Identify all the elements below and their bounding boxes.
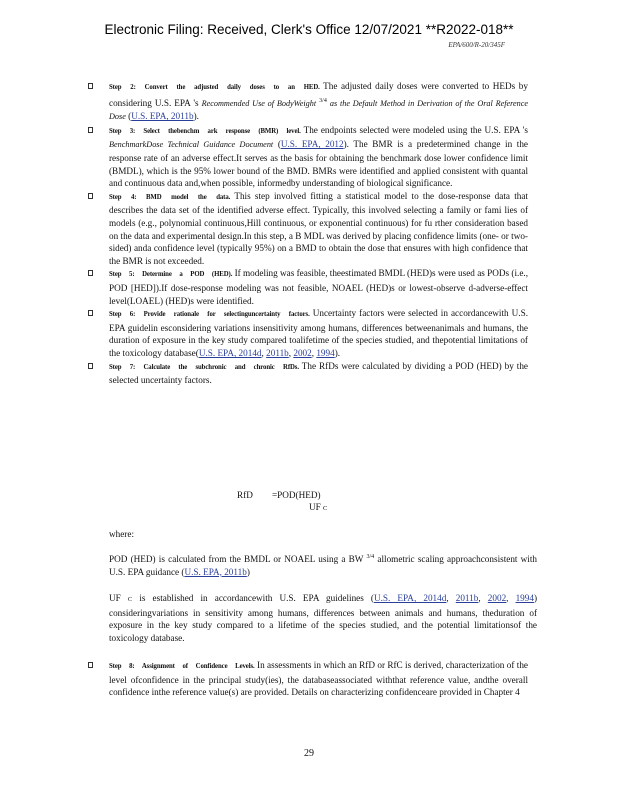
superscript: 3/4 [366, 554, 375, 560]
step-text: ). The BMR is a predetermined change in the response rate of an adverse effect.It serves as the basis for obtaining the benchmark dose lower confidence limit (BMDL), which is the 95% lower bound of the BMD. BMRs were identified and applied consistent with quantal and continuous data and,when possible, informedby understanding of biological significance. [109, 139, 528, 189]
formula-lhs: RfD [237, 490, 253, 500]
step-3 [88, 124, 528, 190]
citation-link[interactable]: 1994 [515, 593, 534, 603]
bullet-icon [88, 662, 93, 668]
step-text: The adjusted daily doses were converted to HEDs by considering U.S. EPA 's [109, 81, 528, 108]
para-text: POD (HED) is calculated from the BMDL or NOAEL using a BW [109, 554, 364, 565]
bullet-icon [88, 83, 93, 89]
pod-paragraph [109, 551, 537, 578]
step-text: ). [193, 111, 199, 122]
step-title: Step 4: BMD model the data. [109, 193, 231, 201]
citation-link[interactable]: U.S. EPA, 2011b [184, 566, 247, 577]
step-title: Step 8: Assignment of Confidence Levels. [109, 663, 255, 670]
citation-link[interactable]: 2002 [293, 347, 312, 358]
step-text: The endpoints selected were modeled using the U.S. EPA 's [303, 124, 528, 135]
step-8 [88, 659, 528, 699]
step-title: Step 7: Calculate the subchronic and chronic RfDs. [109, 363, 299, 371]
step-text: ). [334, 347, 341, 358]
citation-link[interactable]: 1994 [316, 347, 335, 358]
para-text: allometric scaling approachconsistent with U.S. EPA guidance ( [109, 554, 538, 577]
bullet-icon [88, 270, 93, 276]
italic-citation: Recommended Use of BodyWeight [201, 98, 317, 108]
formula-denominator-text: UF [309, 502, 321, 512]
italic-citation: as the Default Method in Derivation of the Oral Reference Dose [109, 98, 528, 122]
step-text: If modeling was feasible, theestimated BMDL (HED)s were used as PODs (i.e., POD [HED]).If dose-response modeling was not feasible, NOAEL (HED)s or lowest-observe d-adverse-effect level(LOAEL) (HED)s were identified. [109, 268, 528, 306]
bullet-icon [88, 310, 93, 316]
citation-link[interactable]: 2002 [487, 593, 507, 603]
step-title: Step 2: Convert the adjusted daily doses to an HED. [109, 84, 320, 91]
formula-numerator: =POD(HED) [272, 490, 321, 500]
superscript: 3/4 [319, 97, 327, 104]
para-text: ) [246, 566, 250, 577]
citation-link[interactable]: 2011b [455, 593, 479, 603]
citation-link[interactable]: 2011b [266, 347, 289, 358]
bullet-icon [88, 363, 93, 369]
step-5 [88, 267, 528, 307]
formula-denominator [309, 502, 327, 512]
step-title: Step 6: Provide rationale for selectinguncertainty factors. [109, 311, 310, 319]
page-number: 29 [304, 748, 314, 759]
step-text: Uncertainty factors were selected in accordancewith U.S. EPA guidelin esconsidering variations insensitivity among humans, differences betweenanimals and humans, the duration of exposure in the key study compared toalifetime of the species studied, and thepotential limitations of the toxicology database( [109, 308, 528, 358]
where-label: where: [109, 529, 134, 539]
italic-citation: BenchmarkDose Technical Guidance Document [109, 140, 274, 150]
bullet-icon [88, 193, 93, 199]
bullet-icon [88, 127, 93, 133]
uf-paragraph: UF C is established in accordancewith U.S. EPA guidelines (U.S. EPA, 2014d, 2011b, 2002, 1994) consideringvariations in sensitivity among humans, differences between animals and humans, theduration of exposure in the key study compared to a lifetime of the species studied, and the potential limitationsof the toxicology database. [109, 593, 537, 643]
document-id: EPA/600/R-20/345F [448, 41, 505, 49]
step-2 [88, 80, 528, 124]
step-title: Step 5: Determine a POD (HED). [109, 271, 233, 279]
step-text: In assessments in which an RfD or RfC is derived, characterization of the level ofconfidence in the principal study(ies), the databaseassociated withthat reference value, andthe overall confidence inthe reference value(s) are provided. Details on characterizing confidenceare provided in Chapter 4 [109, 660, 529, 698]
step-title: Step 3: Select thebenchm ark response (BMR) level. [109, 127, 301, 135]
step-text: The RfDs were calculated by dividing a POD (HED) by the selected uncertainty factors. [109, 360, 529, 386]
step-4 [88, 190, 528, 268]
step-8-container [88, 659, 528, 699]
para-text: is established in accordancewith U.S. EPA guidelines ( [139, 593, 374, 603]
citation-link[interactable]: U.S. EPA, 2012 [280, 139, 344, 150]
step-text: ( [128, 111, 132, 122]
citation-link[interactable]: U.S. EPA, 2014d [373, 593, 447, 603]
subscript: C [323, 505, 328, 512]
filing-header: Electronic Filing: Received, Clerk's Office 12/07/2021 **R2022-018** [104, 22, 514, 37]
para-text: ) consideringvariations in sensitivity among humans, differences between animals and humans, theduration of exposure in the key study compared to a lifetime of the species studied, and the potential limitationsof the toxicology database. [109, 593, 537, 643]
step-7 [88, 360, 528, 387]
step-6: Step 6: Provide rationale for selectinguncertainty factors. Uncertainty factors were selected in accordancewith U.S. EPA guidelin esconsidering variations insensitivity among humans, differences betweenanimals and humans, the duration of exposure in the key study compared toalifetime of the species studied, and thepotential limitations of the toxicology database(U.S. EPA, 2014d, 2011b, 2002, 1994). [88, 307, 528, 359]
step-text: ( [277, 139, 281, 150]
step-text: This step involved fitting a statistical model to the dose-response data that describes the data set of the identified adverse effect. Typically, this involved selecting a family or fami lies of models (e.g., polynomial continuous,Hill continuous, or exponential continuous) for fu rther consideration based on the data and experimental design.In this step, a B MDL was derived by placing confidence limits (one- or two-sided) anda confidence level (typically 95%) on a BMD to obtain the dose that ensures with high confidence that the BMR is not exceeded. [109, 190, 528, 266]
citation-link[interactable]: U.S. EPA, 2014d [198, 347, 262, 358]
steps-list [88, 80, 528, 387]
para-text: UF [109, 593, 121, 603]
citation-link[interactable]: U.S. EPA, 2011b [131, 111, 194, 122]
subscript: C [127, 596, 133, 603]
